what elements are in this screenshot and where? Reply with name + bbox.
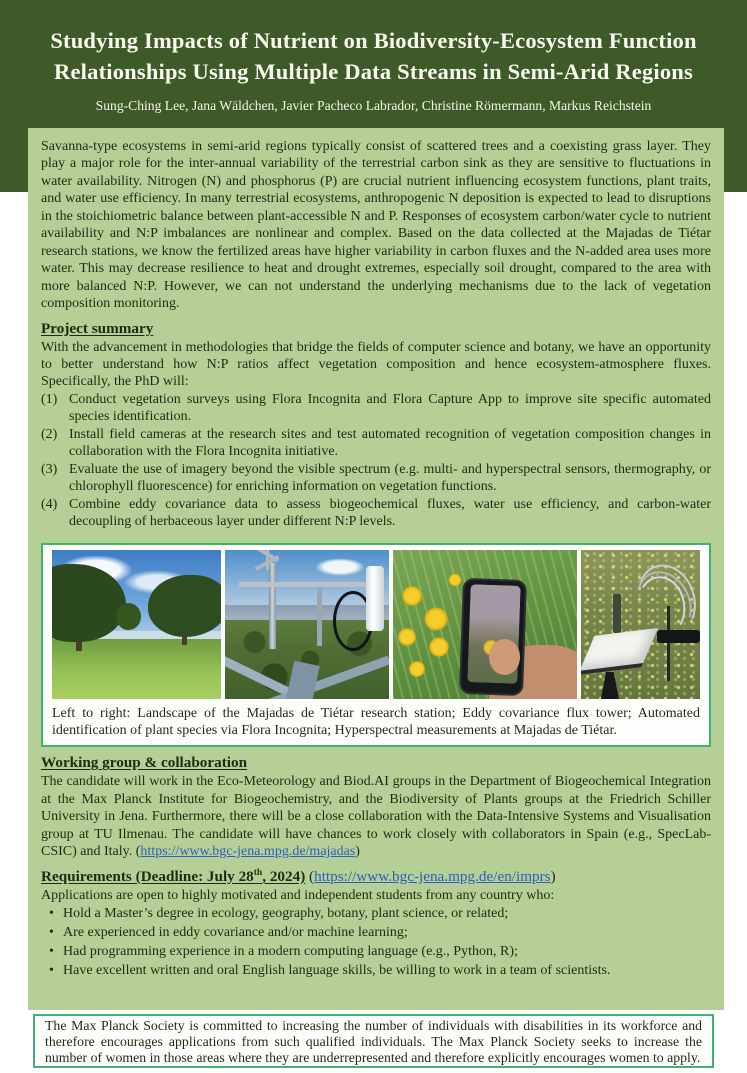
photo3-flower [428, 636, 450, 658]
item-number: (3) [41, 461, 58, 477]
photo-strip [52, 550, 700, 699]
item-number: (2) [41, 426, 58, 442]
photo2-sensor [366, 566, 384, 632]
bullet-item [41, 923, 711, 942]
title-line-1: Studying Impacts of Nutrient on Biodiversity-Ecosystem Function [50, 28, 697, 53]
item-text: Combine eddy covariance data to assess biogeochemical fluxes, water use efficiency, and carbon-water decoupling of herbaceous layer under different N:P levels. [69, 496, 711, 530]
photo2-antenna [266, 550, 269, 571]
bullet-item [41, 942, 711, 961]
project-summary-heading-text: Project summary [41, 319, 154, 337]
working-group-paragraph [41, 773, 711, 860]
title-line-2: Relationships Using Multiple Data Streams in Semi-Arid Regions [54, 59, 693, 84]
working-group-text: The candidate will work in the Eco-Meteorology and Biod.AI groups in the Department of Biogeochemical Integration at the Max Planck Institute for Biogeochemistry, and the Biodiversity of Plants groups at the Friedrich Schiller University in Jena. Furthermore, there will be a close collaboration with the Data-Intensive Systems and Visualisation group at TU Ilmenau. The candidate will have chances to work closely with collaborators in Spain (e.g., SpecLab-CSIC) and Italy. ( [41, 774, 711, 860]
photo-landscape-majadas [52, 550, 221, 699]
photo3-flower [401, 585, 423, 607]
photo3-flower [397, 627, 417, 647]
bullet-glyph: • [49, 906, 54, 922]
photo-hyperspectral-panel [581, 550, 700, 699]
photo2-mast [269, 563, 276, 649]
requirements-heading [41, 867, 711, 886]
bullet-text: Are experienced in eddy covariance and/or machine learning; [63, 925, 408, 941]
requirements-link-close-paren: ) [550, 867, 556, 885]
page-title [0, 0, 747, 87]
bullet-text: Hold a Master’s degree in ecology, geography, botany, plant science, or related; [63, 906, 509, 922]
working-group-close-paren: ) [355, 844, 360, 860]
equal-opportunity-box [33, 1014, 714, 1068]
photo3-thumb [489, 639, 520, 675]
bullet-item [41, 904, 711, 923]
superscript-th: th [253, 867, 263, 878]
item-number: (1) [41, 391, 58, 407]
main-content-panel [28, 128, 724, 1010]
figure-caption: Left to right: Landscape of the Majadas de Tiétar research station; Eddy covariance flux tower; Automated identification of plant species via Flora Incognita; Hyperspectral measurements at Majadas de Tiétar. [52, 705, 700, 738]
bullet-item [41, 961, 711, 980]
photo3-flower [408, 660, 426, 678]
photo4-instrument-post [613, 594, 620, 633]
project-summary-heading [41, 319, 711, 338]
item-text: Install field cameras at the research sites and test automated recognition of vegetation composition changes in collaboration with the Flora Incognita initiative. [69, 426, 711, 460]
list-item [41, 426, 711, 461]
bullet-text: Have excellent written and oral English language skills, be willing to work in a team of scientists. [63, 963, 611, 979]
item-number: (4) [41, 496, 58, 512]
equal-opportunity-text: The Max Planck Society is committed to increasing the number of individuals with disabilities in its workforce and therefore encourages applications from such qualified individuals. The Max Planck Society seeks to increase the number of women in those areas where they are underrepresented and therefore explicitly encourages women to apply. [45, 1018, 702, 1065]
project-summary-intro: With the advancement in methodologies that bridge the fields of computer science and botany, we have an opportunity to better understand how N:P ratios affect vegetation composition and hence ecosystem-atmosphere fluxes. Specifically, the PhD will: [41, 339, 711, 390]
requirements-heading-text: Requirements (Deadline: July 28th, 2024) [41, 867, 306, 885]
list-item [41, 391, 711, 426]
imprs-link[interactable]: https://www.bgc-jena.mpg.de/en/imprs [314, 867, 551, 885]
item-text: Conduct vegetation surveys using Flora Incognita and Flora Capture App to improve site specific automated species identification. [69, 391, 711, 425]
photo2-mast [317, 584, 322, 647]
photo2-cloud [315, 558, 364, 576]
majadas-link[interactable]: https://www.bgc-jena.mpg.de/majadas [140, 844, 356, 860]
working-group-heading-text: Working group & collaboration [41, 754, 248, 772]
requirements-link-open-paren: ( [305, 867, 315, 885]
bullet-glyph: • [49, 925, 54, 941]
item-text: Evaluate the use of imagery beyond the visible spectrum (e.g. multi- and hyperspectral sensors, thermography, or chlorophyll fluorescence) for enriching information on vegetation functions. [69, 461, 711, 495]
intro-paragraph: Savanna-type ecosystems in semi-arid regions typically consist of scattered trees and a coexisting grass layer. They play a major role for the inter-annual variability of the terrestrial carbon sink as they are sensitive to fluctuations in water availability. Nitrogen (N) and phosphorus (P) are crucial nutrient influencing ecosystem functions, plant traits, and water use efficiency. In many terrestrial ecosystems, anthropogenic N deposition is expected to lead to disruptions in the stoichiometric balance between plant-accessible N and P. Responses of ecosystem carbon/water cycle to nutrient availability and N:P imbalances are nonlinear and complex. Based on the data collected at the Majadas de Tiétar research stations, we know the fertilized areas have higher variability in carbon fluxes and the N-added area uses more water. This may decrease resilience to heat and drought extremes, especially soil drought, compared to the area with more balanced N:P. However, we can not understand the underlying mechanisms due to the lack of vegetation composition monitoring. [41, 139, 711, 312]
photo1-tree [148, 575, 220, 638]
photo2-boom [239, 582, 381, 586]
bullet-text: Had programming experience in a modern computing language (e.g., Python, R); [63, 944, 518, 960]
photo3-flower [448, 573, 462, 587]
authors-line: Sung-Ching Lee, Jana Wäldchen, Javier Pacheco Labrador, Christine Römermann, Markus Reichstein [95, 98, 652, 113]
photo-figure-box [41, 543, 711, 748]
bullet-glyph: • [49, 944, 54, 960]
photo-flux-tower [225, 550, 390, 699]
bullet-glyph: • [49, 963, 54, 979]
requirements-intro: Applications are open to highly motivated and independent students from any country who: [41, 887, 555, 903]
photo3-flower [423, 606, 449, 632]
photo-flora-incognita-phone [393, 550, 577, 699]
working-group-heading [41, 753, 711, 772]
list-item [41, 496, 711, 531]
list-item [41, 461, 711, 496]
